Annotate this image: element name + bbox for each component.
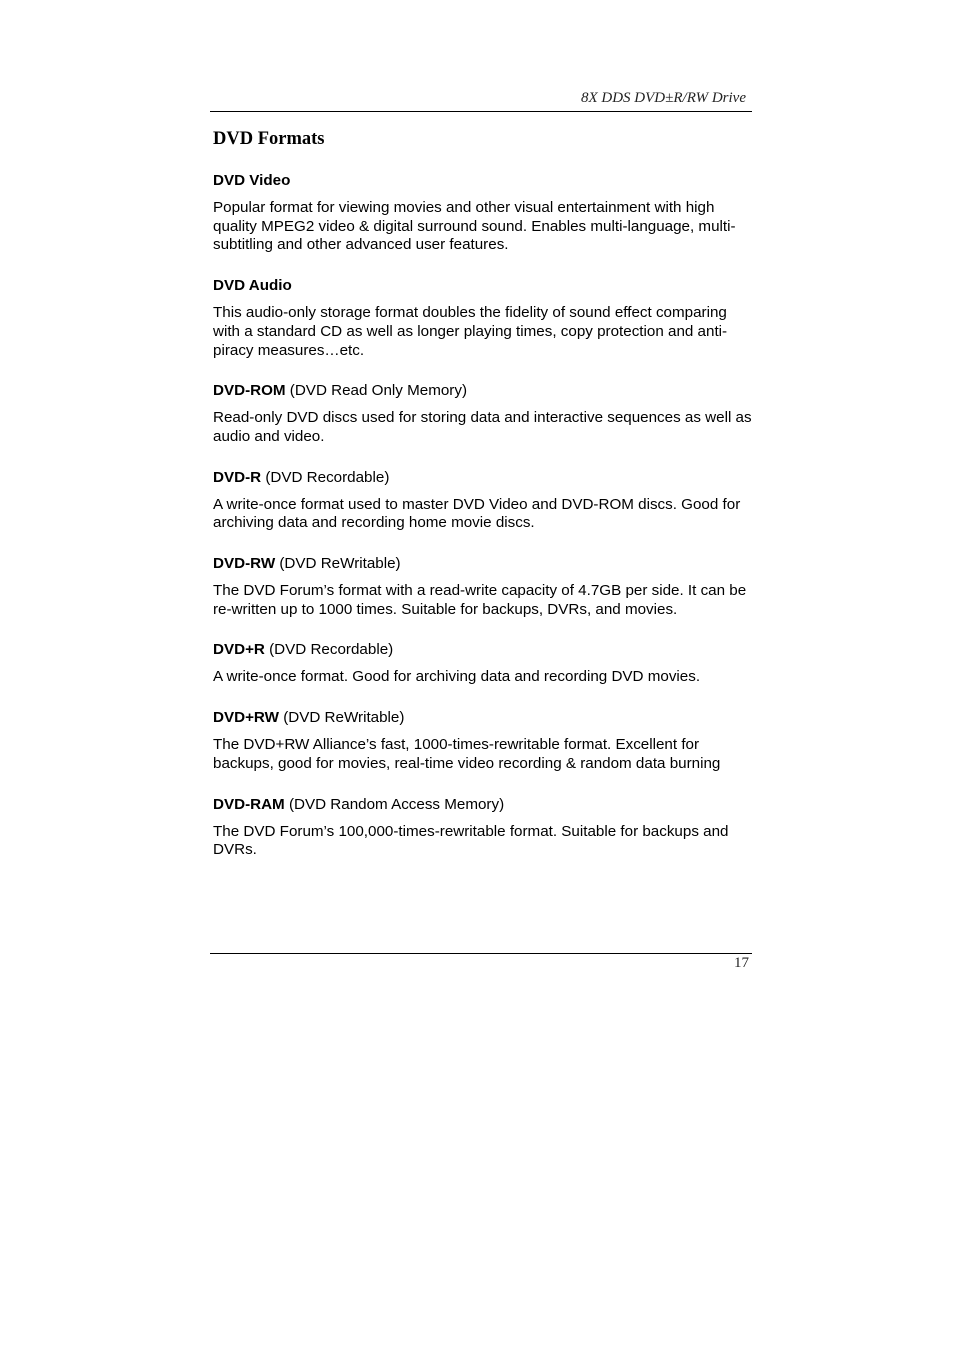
format-term: DVD Audio: [213, 277, 292, 295]
format-list: [213, 171, 753, 881]
format-qualifier: (DVD ReWritable): [275, 555, 401, 573]
format-entry-dvd-rom: [213, 381, 753, 446]
format-entry-dvd-audio: [213, 276, 753, 360]
format-description: A write-once format. Good for archiving data and recording DVD movies.: [213, 668, 701, 686]
format-term: DVD-RW: [213, 555, 276, 573]
header-divider: [210, 111, 752, 112]
format-term: DVD Video: [213, 172, 291, 189]
format-entry-dvd-plus-r: [213, 640, 753, 687]
format-heading: [213, 171, 753, 190]
format-heading: [213, 381, 753, 400]
format-entry-dvd-ram: [213, 795, 753, 860]
format-qualifier: (DVD ReWritable): [278, 709, 405, 727]
format-term: DVD-RAM: [213, 795, 285, 813]
format-entry-dvd-video: [213, 171, 753, 255]
section-title: DVD Formats: [213, 129, 325, 149]
format-qualifier: (DVD Random Access Memory): [284, 795, 505, 813]
format-entry-dvd-rw: [213, 554, 753, 619]
format-heading: [213, 795, 753, 814]
format-qualifier: (DVD Recordable): [264, 641, 394, 659]
format-description: This audio-only storage format doubles the fidelity of sound effect comparing with a standard CD as well as longer playing times, copy protection and anti-piracy measures…etc.: [213, 304, 728, 359]
format-heading: [213, 554, 753, 573]
format-qualifier: (DVD Read Only Memory): [285, 382, 468, 400]
format-term: DVD-ROM: [213, 382, 286, 400]
format-heading: [213, 640, 753, 659]
format-qualifier: (DVD Recordable): [261, 468, 390, 486]
page-number: 17: [734, 955, 749, 971]
format-heading: [213, 468, 753, 487]
format-description: A write-once format used to master DVD Video and DVD-ROM discs. Good for archiving data and recording home movie discs.: [213, 495, 741, 532]
format-description: The DVD Forum’s format with a read-write capacity of 4.7GB per side. It can be re-written up to 1000 times. Suitable for backups, DVRs, and movies.: [213, 582, 747, 618]
footer-divider: [210, 953, 752, 954]
format-heading: [213, 276, 753, 295]
format-entry-dvd-plus-rw: [213, 708, 753, 773]
format-term: DVD+R: [213, 641, 265, 659]
format-term: DVD-R: [213, 468, 262, 486]
format-entry-dvd-r: [213, 468, 753, 533]
format-description: The DVD+RW Alliance’s fast, 1000-times-rewritable format. Excellent for backups, good for movies, real-time video recording & random data burning: [213, 736, 721, 772]
format-description: Popular format for viewing movies and other visual entertainment with high quality MPEG2 video & digital surround sound. Enables multi-language, multi-subtitling and other advanced user features.: [213, 199, 736, 254]
format-description: The DVD Forum’s 100,000-times-rewritable format. Suitable for backups and DVRs.: [213, 822, 729, 859]
format-heading: [213, 708, 753, 727]
format-term: DVD+RW: [213, 709, 279, 727]
format-description: Read-only DVD discs used for storing data and interactive sequences as well as audio and video.: [213, 409, 752, 445]
running-header: 8X DDS DVD±R/RW Drive: [580, 90, 746, 106]
